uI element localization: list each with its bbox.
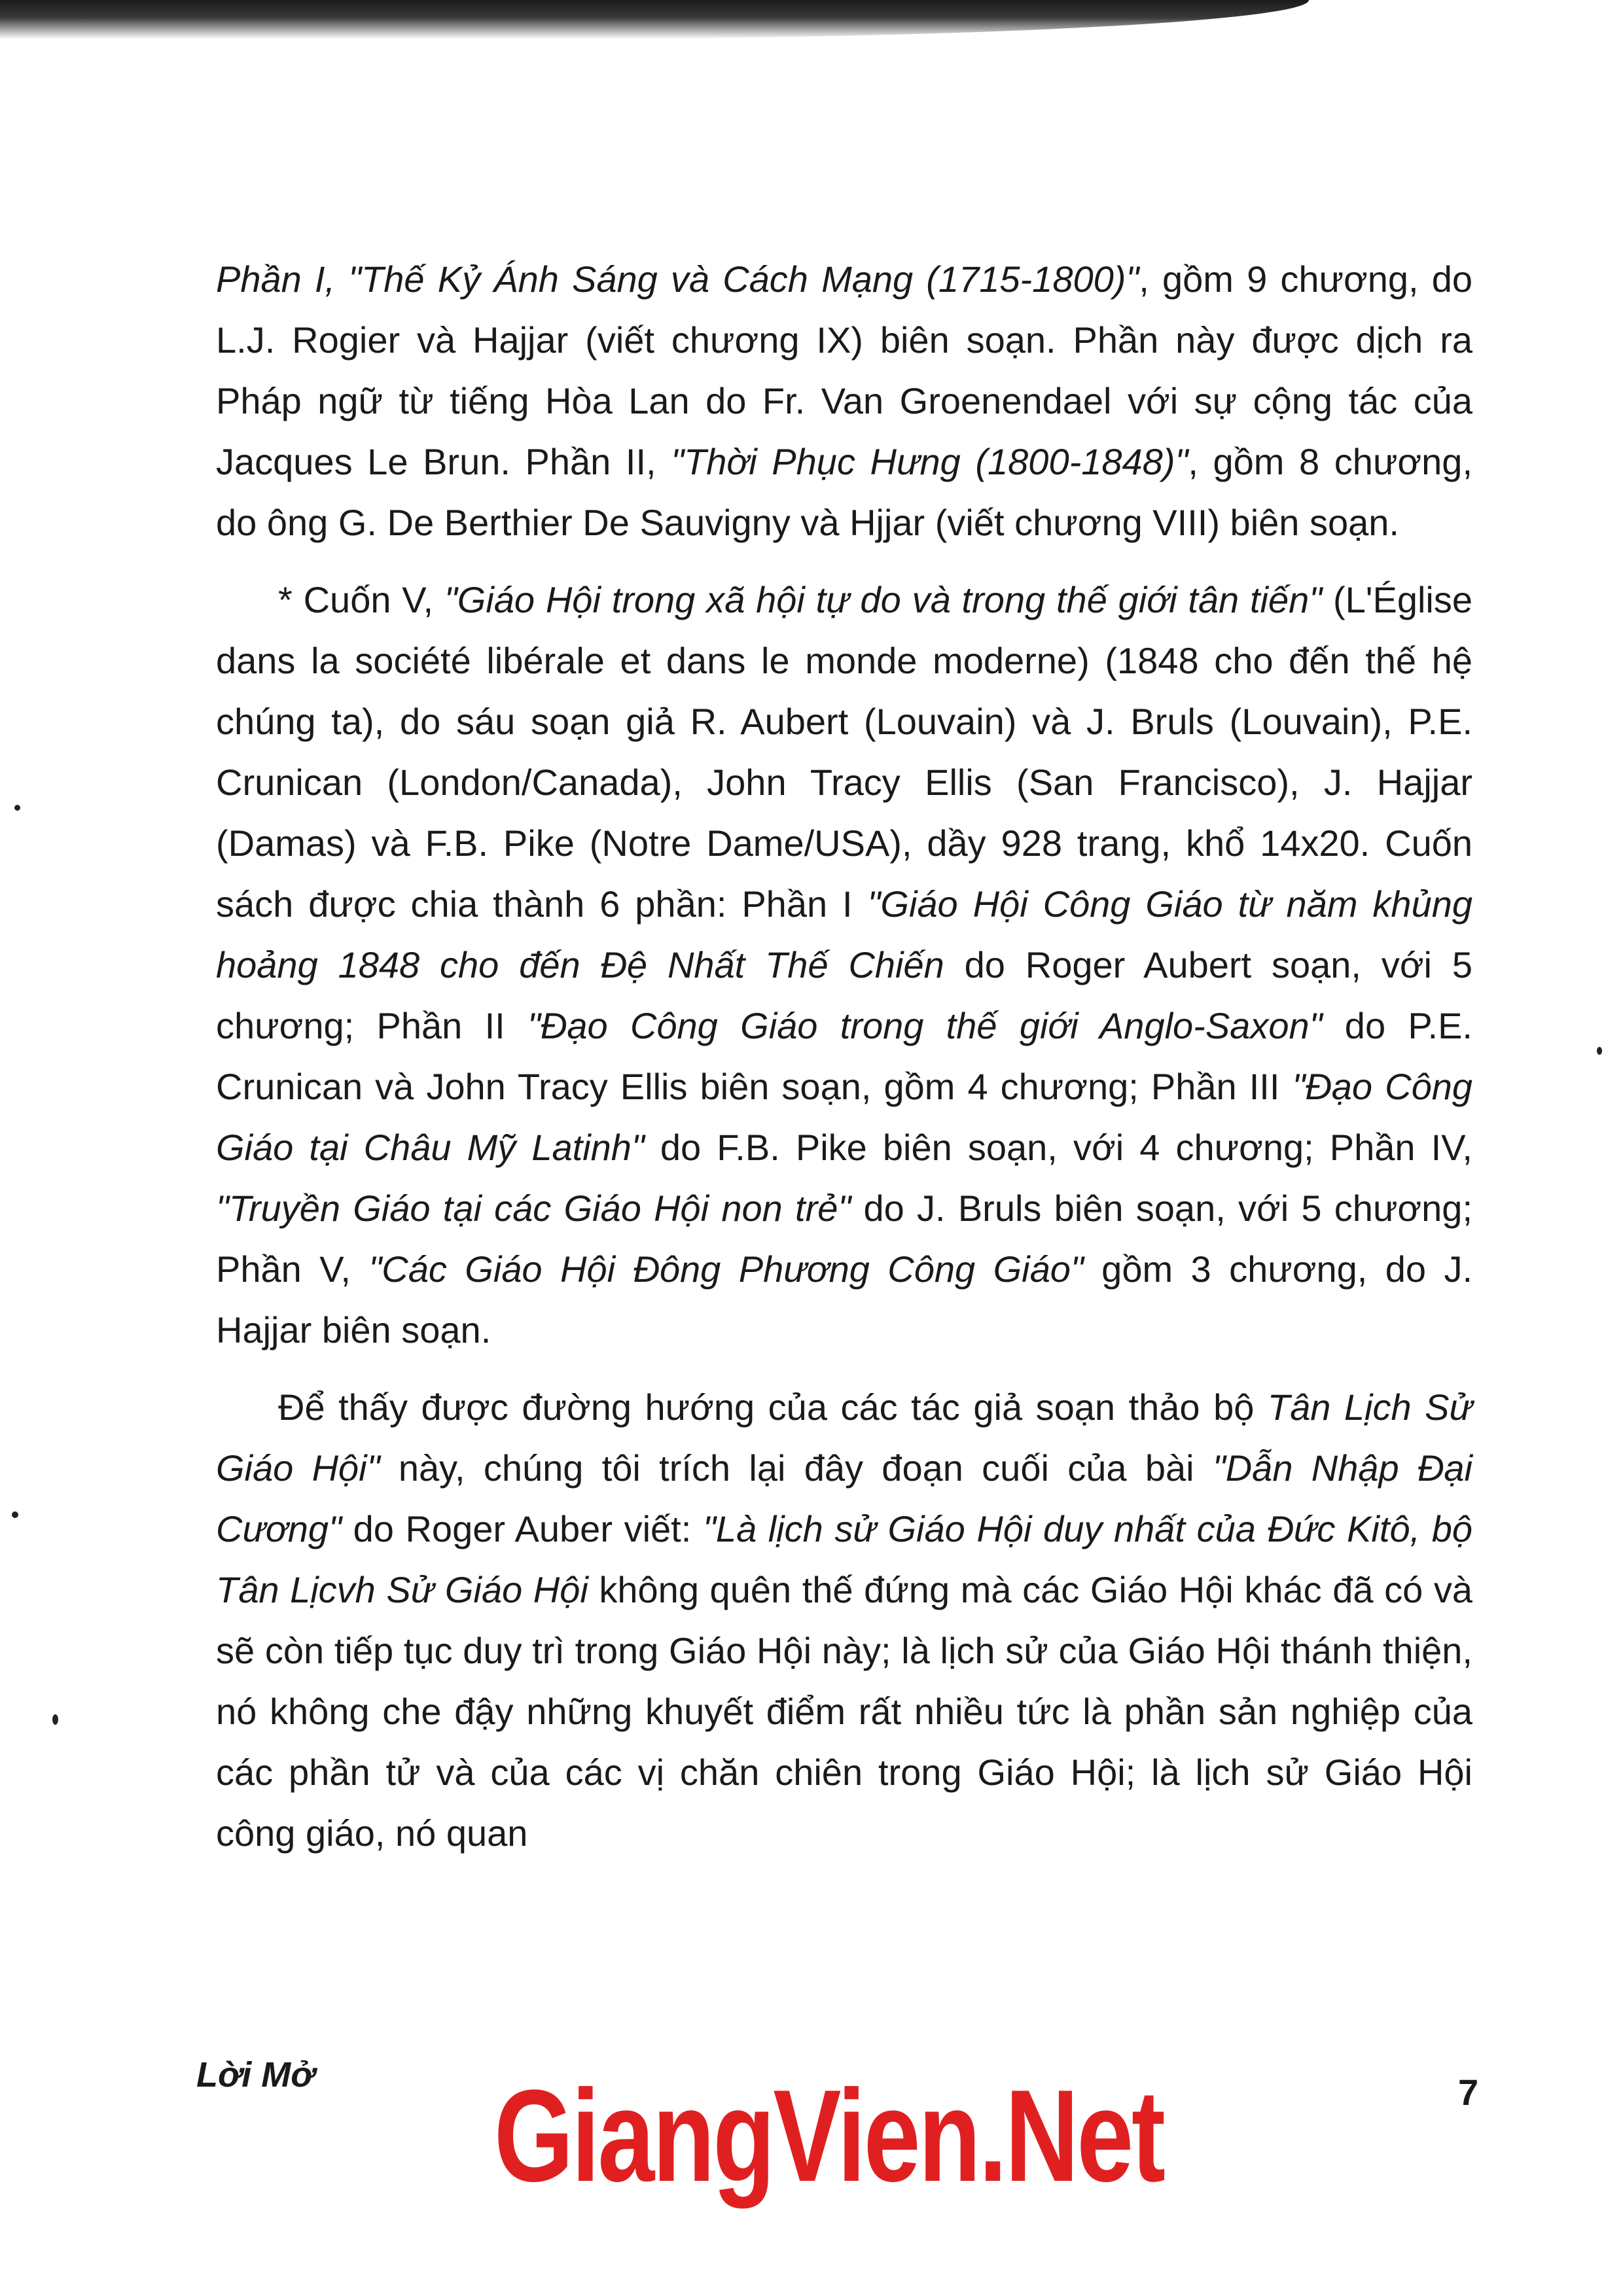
italic-title-run: "Thế Kỷ Ánh Sáng và Cách Mạng (1715-1800)" <box>348 258 1139 300</box>
scan-speck <box>52 1714 58 1725</box>
scan-speck <box>14 805 20 811</box>
page-number: 7 <box>1458 2072 1479 2113</box>
italic-title-run: "Giáo Hội Công Giáo từ năm khủng hoảng 1848 cho đến Đệ Nhất Thế Chiến <box>216 883 1472 985</box>
paragraph-part-one-two <box>216 249 1472 553</box>
italic-title-run: Phần I, <box>216 258 349 300</box>
paragraph-volume-five <box>216 569 1472 1360</box>
text-run: (L'Église dans la société libérale et dans le monde moderne) (1848 cho đến thế hệ chúng ta), do sáu soạn giả R. Aubert (Louvain) và J. Bruls (Louvain), P.E. Crunican (London/Canada), John Tracy Ellis (San Francisco), J. Hajjar (Damas) và F.B. Pike (Notre Dame/USA), dầy 928 trang, khổ 14x20. Cuốn sách được chia thành 6 phần: Phần I <box>216 579 1472 925</box>
scan-speck <box>12 1511 18 1518</box>
text-run: do P.E. Crunican và John Tracy Ellis biên soạn, gồm 4 chương; Phần III <box>216 1005 1472 1107</box>
text-run: do Roger Auber viết: <box>341 1508 703 1549</box>
italic-title-run: Tân Lịch Sử Giáo Hội" <box>216 1386 1472 1489</box>
footer-section-label: Lời Mở <box>196 2055 315 2094</box>
text-run: , gồm 8 chương, do ông G. De Berthier De Sauvigny và Hjjar (viết chương VIII) biên soạn. <box>216 441 1473 543</box>
text-run: không quên thế đứng mà các Giáo Hội khác đã có và sẽ còn tiếp tục duy trì trong Giáo Hội này; là lịch sử của Giáo Hội thánh thiện, nó không che đậy những khuyết điểm rất nhiều tức là phần sản nghiệp của các phần tử và của các vị chăn chiên trong Giáo Hội; là lịch sử Giáo Hội công giáo, nó quan <box>216 1569 1472 1854</box>
italic-title-run: "Là lịch sử Giáo Hội duy nhất của Đức Kitô, bộ Tân Lịcvh Sử Giáo Hội <box>216 1508 1473 1610</box>
paragraph-author-direction <box>216 1377 1472 1863</box>
text-run: do Roger Aubert soạn, với 5 chương; Phần II <box>216 944 1472 1046</box>
italic-title-run: "Thời Phục Hưng (1800-1848)" <box>671 441 1188 482</box>
text-run: do F.B. Pike biên soạn, với 4 chương; Phần IV, <box>644 1127 1472 1168</box>
scan-speck <box>1597 1047 1602 1055</box>
text-run: * Cuốn V, <box>278 579 444 620</box>
italic-title-run: "Truyền Giáo tại các Giáo Hội non trẻ" <box>216 1188 851 1229</box>
page-body <box>216 249 1472 1863</box>
text-run: này, chúng tôi trích lại đây đoạn cuối của bài <box>380 1447 1213 1489</box>
italic-title-run: "Đạo Công Giáo trong thế giới Anglo-Saxon" <box>527 1005 1323 1046</box>
text-run: , gồm 9 chương, do L.J. Rogier và Hajjar (viết chương IX) biên soạn. Phần này được dịch ra Pháp ngữ từ tiếng Hòa Lan do Fr. Van Groenendael với sự cộng tác của Jacques Le Brun. Phần II, <box>216 258 1473 482</box>
italic-title-run: "Đạo Công Giáo tại Châu Mỹ Latinh" <box>216 1066 1473 1168</box>
italic-title-run: "Các Giáo Hội Đông Phương Công Giáo" <box>368 1248 1084 1290</box>
italic-title-run: "Dẫn Nhập Đại Cương" <box>216 1447 1472 1549</box>
watermark-logo: GiangVien.Net <box>494 2063 1164 2209</box>
italic-title-run: "Giáo Hội trong xã hội tự do và trong thế giới tân tiến" <box>444 579 1323 620</box>
text-run: Để thấy được đường hướng của các tác giả soạn thảo bộ <box>278 1386 1268 1428</box>
scan-edge-shadow <box>0 0 1309 39</box>
text-run: gồm 3 chương, do J. Hajjar biên soạn. <box>216 1248 1473 1351</box>
text-run: do J. Bruls biên soạn, với 5 chương; Phần V, <box>216 1188 1473 1290</box>
